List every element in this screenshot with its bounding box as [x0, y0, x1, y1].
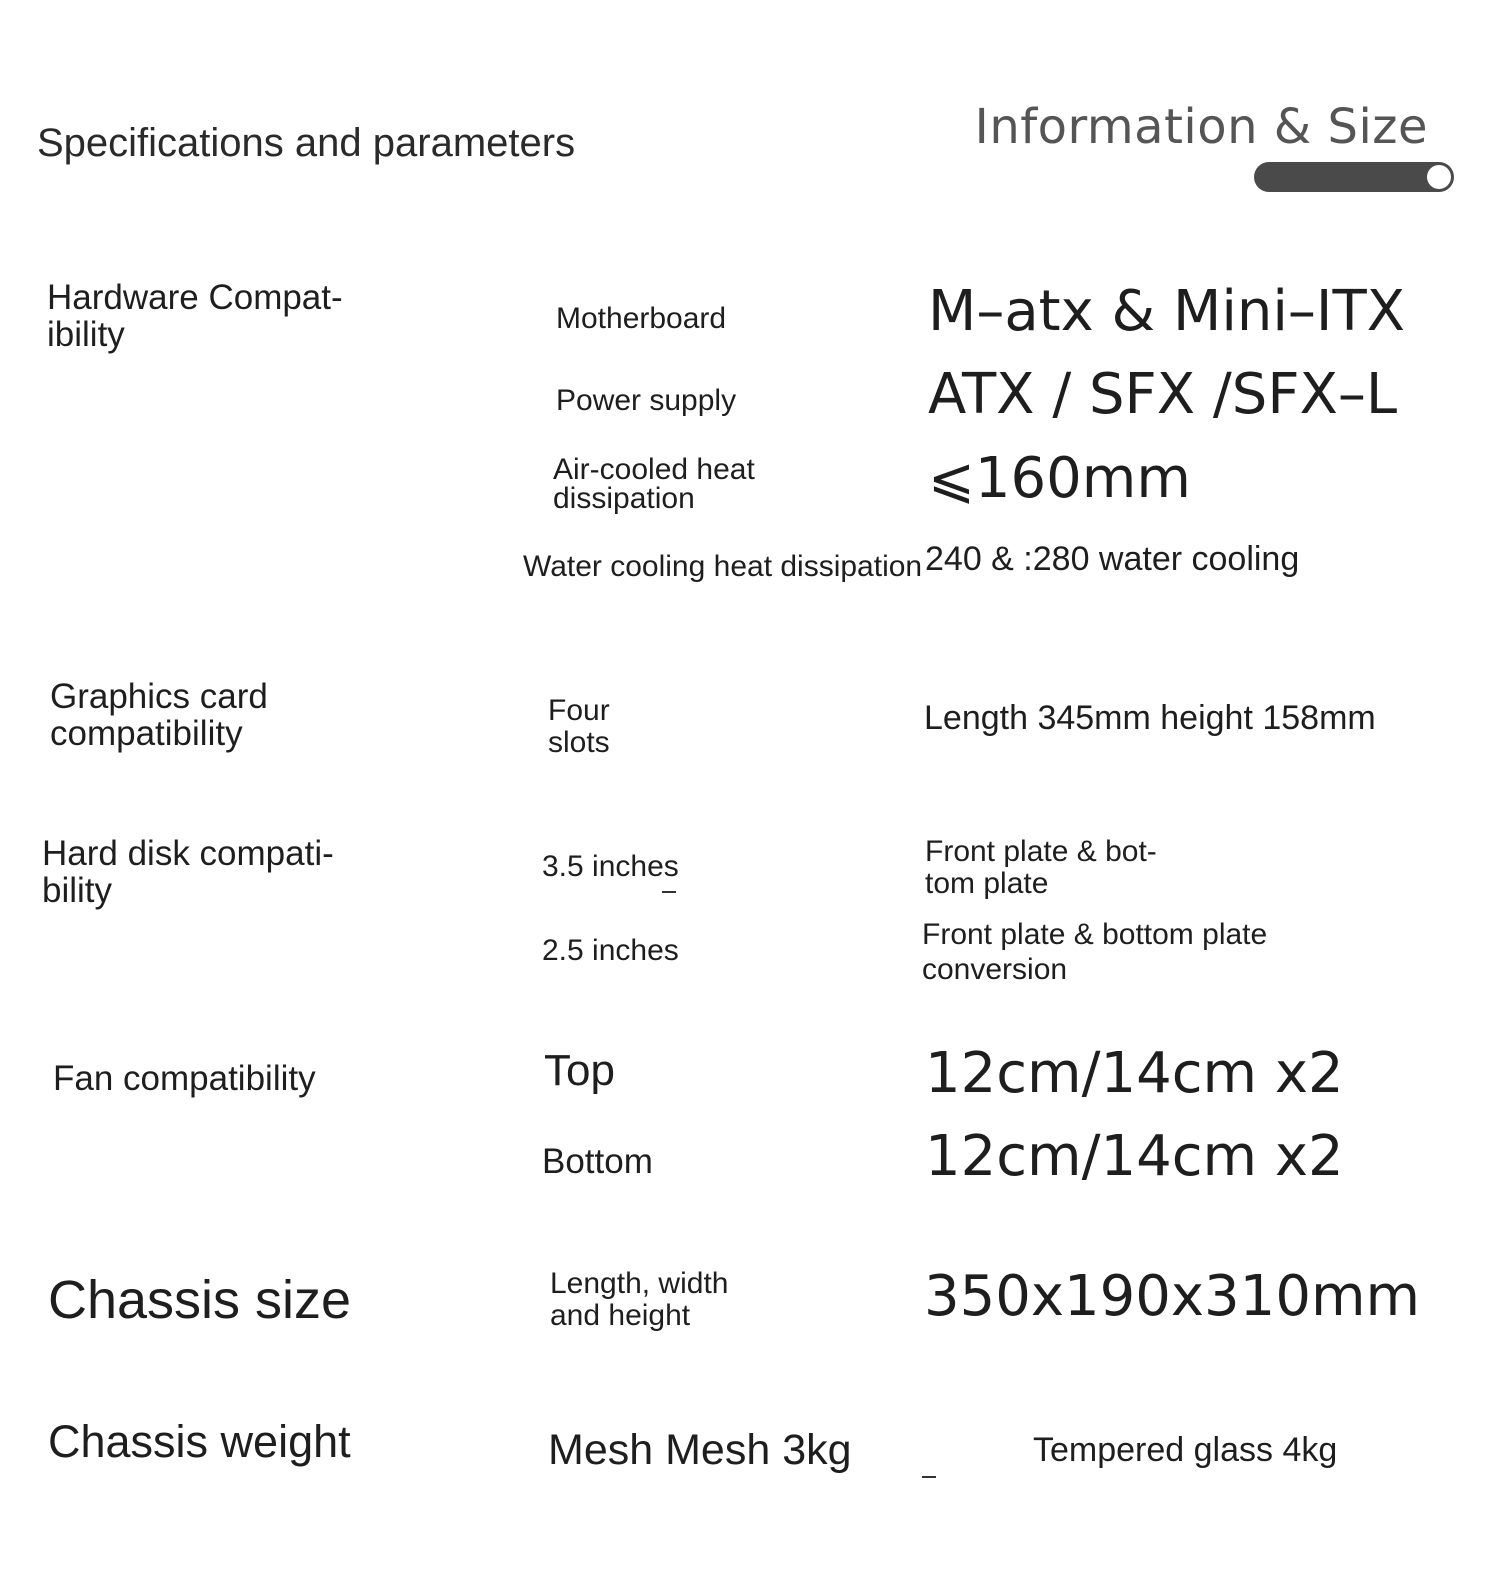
spec-label-motherboard: Motherboard	[556, 302, 727, 335]
spec-label-dimensions: Length, width and height	[550, 1267, 729, 1332]
spec-value-35-inch: Front plate & bot- tom plate	[925, 835, 1157, 900]
spec-label-slots: Four slots	[548, 694, 610, 759]
divider-mark	[662, 891, 676, 893]
toggle-knob	[1427, 165, 1451, 189]
spec-label-water-cooling: Water cooling heat dissipation	[523, 550, 923, 583]
section-heading-harddisk: Hard disk compati- bility	[42, 834, 334, 910]
spec-label-fan-top: Top	[544, 1046, 615, 1095]
section-heading-weight: Chassis weight	[48, 1416, 351, 1467]
divider-mark	[922, 1476, 936, 1478]
spec-label-mesh-weight: Mesh Mesh 3kg	[548, 1426, 852, 1474]
spec-value-fan-top: 12cm/14cm x2	[925, 1041, 1344, 1106]
spec-label-25-inch: 2.5 inches	[542, 934, 679, 967]
page-title: Specifications and parameters	[37, 121, 576, 165]
spec-value-gpu-size: Length 345mm height 158mm	[924, 699, 1376, 737]
spec-value-power-supply: ATX / SFX /SFX–L	[928, 362, 1398, 427]
spec-label-fan-bottom: Bottom	[542, 1142, 653, 1181]
spec-value-dimensions: 350x190x310mm	[924, 1264, 1421, 1329]
spec-value-air-cooling: ⩽160mm	[928, 446, 1191, 511]
spec-value-fan-bottom: 12cm/14cm x2	[925, 1124, 1344, 1189]
section-heading-size: Chassis size	[48, 1270, 352, 1330]
spec-value-motherboard: M–atx & Mini–ITX	[928, 279, 1406, 344]
spec-value-water-cooling: 240 & :280 water cooling	[925, 540, 1300, 578]
spec-label-air-cooling: Air-cooled heat dissipation	[553, 453, 755, 515]
section-heading-fan: Fan compatibility	[53, 1059, 316, 1098]
spec-value-25-inch: Front plate & bottom plate conversion	[922, 918, 1268, 986]
spec-label-power-supply: Power supply	[556, 384, 737, 417]
section-heading-graphics: Graphics card compatibility	[50, 677, 268, 753]
section-tag: Information & Size	[974, 99, 1428, 155]
section-heading-hardware: Hardware Compat- ibility	[47, 278, 343, 354]
spec-label-35-inch: 3.5 inches	[542, 850, 679, 883]
toggle-switch[interactable]	[1254, 162, 1454, 192]
spec-value-glass-weight: Tempered glass 4kg	[1033, 1431, 1338, 1469]
